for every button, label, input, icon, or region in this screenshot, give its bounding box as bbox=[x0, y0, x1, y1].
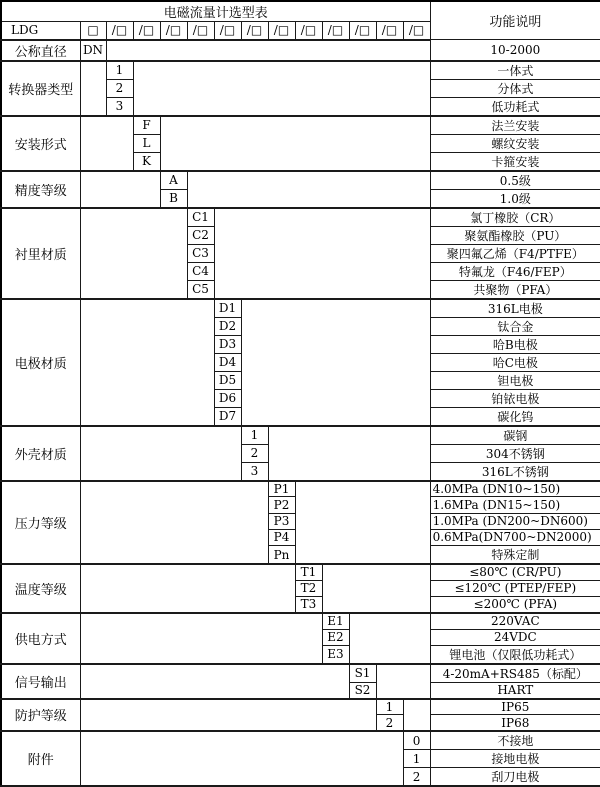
spacer-cell bbox=[80, 564, 295, 613]
table-row bbox=[1, 208, 600, 227]
code-cell: K bbox=[133, 152, 160, 171]
code-cell: B bbox=[160, 189, 187, 208]
function-cell: 316L电极 bbox=[430, 299, 600, 318]
model-code-slot: /□ bbox=[241, 22, 268, 40]
spacer-cell bbox=[349, 613, 430, 664]
code-cell: A bbox=[160, 171, 187, 190]
spacer-cell bbox=[80, 699, 376, 732]
function-cell: 锂电池（仅限低功耗式） bbox=[430, 645, 600, 664]
category-label: 供电方式 bbox=[1, 613, 80, 664]
spacer-cell bbox=[80, 613, 322, 664]
table-row bbox=[1, 40, 600, 61]
spacer-cell bbox=[80, 61, 106, 116]
title-row bbox=[1, 1, 600, 22]
function-cell: 低功耗式 bbox=[430, 97, 600, 116]
code-cell: 1 bbox=[241, 426, 268, 445]
spacer-cell bbox=[80, 426, 241, 481]
category-label: 安装形式 bbox=[1, 116, 80, 171]
model-code-slot: /□ bbox=[403, 22, 430, 40]
function-cell: 10-2000 bbox=[430, 40, 600, 61]
code-cell: Pn bbox=[268, 546, 295, 565]
code-cell: DN bbox=[80, 40, 106, 61]
code-cell: P4 bbox=[268, 529, 295, 545]
code-cell: E2 bbox=[322, 629, 349, 645]
model-code-slot: /□ bbox=[376, 22, 403, 40]
table-row bbox=[1, 171, 600, 190]
function-cell: 特殊定制 bbox=[430, 546, 600, 565]
code-cell: C1 bbox=[187, 208, 214, 227]
function-cell: 聚氨酯橡胶（PU） bbox=[430, 226, 600, 244]
spacer-cell bbox=[133, 61, 430, 116]
function-cell: 螺纹安装 bbox=[430, 134, 600, 152]
code-cell: D7 bbox=[214, 407, 241, 426]
function-cell: 0.5级 bbox=[430, 171, 600, 190]
code-cell: 2 bbox=[106, 79, 133, 97]
function-cell: 哈B电极 bbox=[430, 335, 600, 353]
category-label: 电极材质 bbox=[1, 299, 80, 426]
category-label: 防护等级 bbox=[1, 699, 80, 732]
spacer-cell bbox=[295, 481, 430, 565]
model-code-box: □ bbox=[80, 22, 106, 40]
code-cell: S1 bbox=[349, 664, 376, 683]
category-label: 精度等级 bbox=[1, 171, 80, 208]
function-cell: 24VDC bbox=[430, 629, 600, 645]
code-cell: D6 bbox=[214, 389, 241, 407]
spacer-cell bbox=[268, 426, 430, 481]
function-cell: 4.0MPa (DN10~150) bbox=[430, 481, 600, 497]
function-cell: 碳化钨 bbox=[430, 407, 600, 426]
function-cell: 一体式 bbox=[430, 61, 600, 80]
code-cell: C5 bbox=[187, 280, 214, 299]
model-code-slot: /□ bbox=[349, 22, 376, 40]
category-label: 信号输出 bbox=[1, 664, 80, 699]
code-cell: P3 bbox=[268, 513, 295, 529]
model-code-slot: /□ bbox=[106, 22, 133, 40]
code-cell: P2 bbox=[268, 497, 295, 513]
spacer-cell bbox=[241, 299, 430, 426]
function-cell: ≤80℃ (CR/PU) bbox=[430, 564, 600, 580]
code-cell: P1 bbox=[268, 481, 295, 497]
code-cell: C2 bbox=[187, 226, 214, 244]
table-row bbox=[1, 564, 600, 580]
table-row bbox=[1, 731, 600, 750]
code-cell: T3 bbox=[295, 597, 322, 613]
code-cell: E3 bbox=[322, 645, 349, 664]
code-cell: D1 bbox=[214, 299, 241, 318]
spacer-cell bbox=[187, 171, 430, 208]
code-cell: D4 bbox=[214, 353, 241, 371]
table-row bbox=[1, 61, 600, 80]
code-cell: F bbox=[133, 116, 160, 135]
model-code-slot: /□ bbox=[133, 22, 160, 40]
model-code-slot: /□ bbox=[295, 22, 322, 40]
function-cell: 哈C电极 bbox=[430, 353, 600, 371]
spacer-cell bbox=[80, 481, 268, 565]
code-cell: 3 bbox=[106, 97, 133, 116]
function-cell: 304不锈钢 bbox=[430, 444, 600, 462]
function-description-header: 功能说明 bbox=[430, 1, 600, 40]
function-cell: 卡箍安装 bbox=[430, 152, 600, 171]
function-cell: 不接地 bbox=[430, 731, 600, 750]
code-cell: 2 bbox=[241, 444, 268, 462]
code-cell: 1 bbox=[106, 61, 133, 80]
function-cell: 氯丁橡胶（CR） bbox=[430, 208, 600, 227]
model-code-slot: /□ bbox=[160, 22, 187, 40]
code-cell: T2 bbox=[295, 580, 322, 596]
code-cell: T1 bbox=[295, 564, 322, 580]
code-cell: 0 bbox=[403, 731, 430, 750]
function-cell: 4-20mA+RS485（标配） bbox=[430, 664, 600, 683]
code-cell: E1 bbox=[322, 613, 349, 629]
function-cell: 聚四氟乙烯（F4/PTFE） bbox=[430, 244, 600, 262]
spacer-cell bbox=[403, 699, 430, 732]
function-cell: 1.0级 bbox=[430, 189, 600, 208]
table-row bbox=[1, 481, 600, 497]
category-label: 温度等级 bbox=[1, 564, 80, 613]
spacer-cell bbox=[80, 664, 349, 699]
function-cell: 钛合金 bbox=[430, 317, 600, 335]
function-cell: 1.0MPa (DN200~DN600) bbox=[430, 513, 600, 529]
model-code-slot: /□ bbox=[187, 22, 214, 40]
spacer-cell bbox=[160, 116, 430, 171]
function-cell: 316L不锈钢 bbox=[430, 462, 600, 481]
function-cell: ≤200℃ (PFA) bbox=[430, 597, 600, 613]
table-row bbox=[1, 426, 600, 445]
table-title: 电磁流量计选型表 bbox=[1, 1, 430, 22]
function-cell: 铂铱电极 bbox=[430, 389, 600, 407]
function-cell: 共聚物（PFA） bbox=[430, 280, 600, 299]
table-row bbox=[1, 116, 600, 135]
code-cell: S2 bbox=[349, 682, 376, 698]
category-label: 转换器类型 bbox=[1, 61, 80, 116]
model-prefix: LDG bbox=[1, 22, 80, 40]
code-cell: 3 bbox=[241, 462, 268, 481]
function-cell: 接地电极 bbox=[430, 750, 600, 768]
function-cell: 0.6MPa(DN700~DN2000) bbox=[430, 529, 600, 545]
category-label: 附件 bbox=[1, 731, 80, 786]
spacer-cell bbox=[80, 116, 133, 171]
function-cell: 钽电极 bbox=[430, 371, 600, 389]
category-label: 外壳材质 bbox=[1, 426, 80, 481]
category-label: 衬里材质 bbox=[1, 208, 80, 299]
function-cell: 刮刀电极 bbox=[430, 768, 600, 787]
code-cell: 1 bbox=[376, 699, 403, 715]
code-cell: C4 bbox=[187, 262, 214, 280]
function-cell: 分体式 bbox=[430, 79, 600, 97]
function-cell: HART bbox=[430, 682, 600, 698]
spacer-cell bbox=[80, 299, 214, 426]
function-cell: 特氟龙（F46/FEP） bbox=[430, 262, 600, 280]
function-cell: ≤120℃ (PTEP/FEP) bbox=[430, 580, 600, 596]
spacer-cell bbox=[106, 40, 430, 61]
function-cell: IP68 bbox=[430, 715, 600, 731]
model-code-slot: /□ bbox=[322, 22, 349, 40]
table-row bbox=[1, 299, 600, 318]
spacer-cell bbox=[80, 731, 403, 786]
spacer-cell bbox=[322, 564, 430, 613]
code-cell: 2 bbox=[376, 715, 403, 731]
function-cell: 220VAC bbox=[430, 613, 600, 629]
model-code-slot: /□ bbox=[214, 22, 241, 40]
category-label: 压力等级 bbox=[1, 481, 80, 565]
spacer-cell bbox=[80, 171, 160, 208]
table-row bbox=[1, 613, 600, 629]
code-cell: D3 bbox=[214, 335, 241, 353]
table-row bbox=[1, 664, 600, 683]
function-cell: 1.6MPa (DN15~150) bbox=[430, 497, 600, 513]
code-cell: C3 bbox=[187, 244, 214, 262]
code-cell: L bbox=[133, 134, 160, 152]
table-row bbox=[1, 699, 600, 715]
model-code-slot: /□ bbox=[268, 22, 295, 40]
code-cell: 2 bbox=[403, 768, 430, 787]
function-cell: 碳钢 bbox=[430, 426, 600, 445]
code-cell: D5 bbox=[214, 371, 241, 389]
function-cell: 法兰安装 bbox=[430, 116, 600, 135]
function-cell: IP65 bbox=[430, 699, 600, 715]
spacer-cell bbox=[80, 208, 187, 299]
category-label: 公称直径 bbox=[1, 40, 80, 61]
spacer-cell bbox=[376, 664, 430, 699]
code-cell: D2 bbox=[214, 317, 241, 335]
spacer-cell bbox=[214, 208, 430, 299]
code-cell: 1 bbox=[403, 750, 430, 768]
